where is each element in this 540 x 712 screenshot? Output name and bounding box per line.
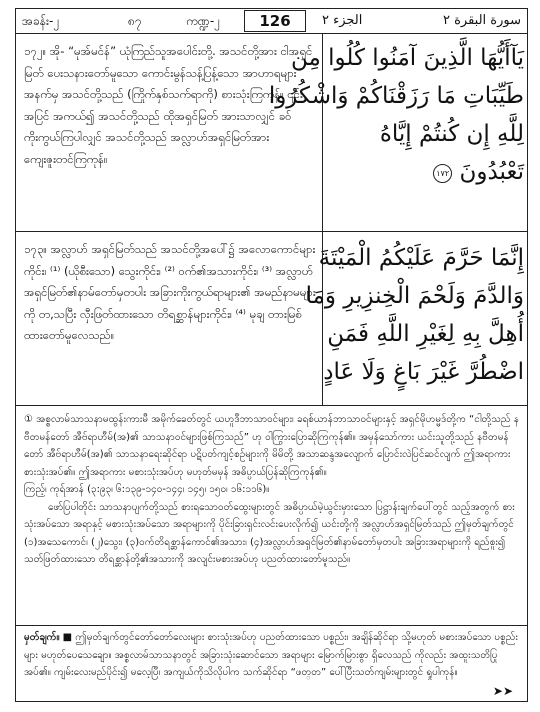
- myanmar-page-number: ၈၇: [128, 14, 142, 28]
- surah-title: سورة البقرة ٢: [442, 13, 521, 28]
- arabic-line: اضْطُرَّ غَيْرَ بَاغٍ وَلَا عَادٍ: [323, 359, 524, 385]
- page-frame: [15, 8, 528, 702]
- verse-173-translation: [24, 239, 316, 347]
- arabic-line-with-marker: [328, 153, 524, 191]
- note-separator: [16, 625, 527, 626]
- chapter-label: အခန်း-၂: [22, 14, 60, 28]
- continue-arrows-icon: ➤➤: [492, 684, 513, 698]
- arabic-line: أُهِلَّ بِهِ لِغَيْرِ اللَّهِ فَمَنِ: [327, 321, 524, 347]
- section-label: ကဏ္ဍ-၂: [186, 14, 221, 28]
- arabic-line: تَعْبُدُونَ: [459, 159, 524, 185]
- arabic-line: يَآأَيُّهَا الَّذِينَ آمَنُوا كُلُوا مِن: [290, 45, 524, 71]
- verse-173-text: ၁၇၃။ အလ္လာဟ် အရှင်မြတ်သည် အသင်တို့အပေါ်၌ အလောကောင်များကိုင်း၊ ⁽¹⁾ (ယိုစီးသော) သွေးကိုင်း၊ ⁽²⁾ ဝက်၏အသားကိုင်း၊ ⁽³⁾ အလ္လာဟ်အရှင်မြတ်၏နာမ်တော်မှတပါး အခြားကိုးကွယ်ရာများ၏ အမည်နာမများကို တ,သပြီး လှီးဖြတ်ထားသော တိရစ္ဆာန်များကိုင်း၊ ⁽⁴⁾ မုချ တားမြစ်ထားတော်မူလေသည်။: [24, 242, 316, 343]
- page-header: [16, 9, 527, 34]
- verse-172-arabic: [268, 39, 524, 191]
- arabic-line: وَالدَّمَ وَلَحْمَ الْخِنزِيرِ وَمَا: [305, 283, 524, 309]
- verse-separator: [16, 231, 527, 232]
- footnote-1: ① အစ္စလာမ်သာသနာမထွန်းကားမီ အမိုက်ခေတ်တွင် ယဟူဒီဘာသာဝင်များ၊ ခရစ်ယာန်ဘာသာဝင်များနှင့် အရှင်မိုဟမ္မဒ်တို့က “ငါတို့သည် နဗီတမန်တော် အီဗ်ရာဟီမ်(အ)၏ သာသနာဝင်များဖြစ်ကြသည်” ဟု ဝါကြွားပြောဆိုကြကုန်၏။ အမှန်သော်ကား ယင်းသူတို့သည် နဗီတမန်တော် အီဗ်ရာဟီမ်(အ)၏ သာသနာရေးဆိုင်ရာ ပဋိပတ်ကျင့်စဉ်များကို မိမိတို့ အသာဆန္ဒအလျောက် ပြောင်းလဲပြင်ဆင်လျက် ဤအရာကား စားသုံးအပ်၏။ ဤအရာကား မစားသုံးအပ်ဟု မဟုတ်မမှန် အဓိပ္ပာယ်ပြန်ဆိုကြကုန်၏။: [24, 414, 519, 478]
- arabic-line: طَيِّبَاتِ مَا رَزَقْنَاكُمْ وَاشْكُرُوا: [268, 83, 524, 109]
- note-label: မှတ်ချက်။: [24, 632, 60, 643]
- verse-172-text: ၁၇၂။ အို- “မုအ်မင်န်” ယုံကြည်သူအပေါင်းတို့. အသင်တို့အား ငါအရှင်မြတ် ပေးသနားတော်မူသော ကောင်းမွန်သန့်ပြန့်သော အာဟာရများအနက်မှ အသင်တို့သည် (ကြိုက်နှစ်သက်ရာကို) စားသုံးကြကုန်။ ၎င်းအပြင် အကယ်၍ အသင်တို့သည် ထိုအရှင်မြတ် အားသာလျှင် ခဝ်ကိုးကွယ်ကြပါလျှင် အသင်တို့သည် အလ္လာဟ်အရှင်မြတ်အား ကျေးဇူးတင်ကြကုန်။: [24, 44, 313, 166]
- note-block: [24, 629, 520, 682]
- arabic-line: إِنَّمَا حَرَّمَ عَلَيْكُمُ الْمَيْتَةَ: [318, 245, 524, 271]
- footnote-reference: ကြည့်၊ ကုရ်အာန် (၃:၉၃၊ ၆:၁၃၉-၁၄၀-၁၄၄၊ ၁၄၅၊ ၁၅၀၊ ၁၆:၁၁၆)။: [24, 484, 270, 495]
- footnote-separator: [16, 405, 527, 406]
- footnotes: [24, 411, 520, 569]
- footnote-2: ဖော်ပြပါတိုင်း သာသနာပျက်တို့သည် စားရသောဝတ်ထွေးများတွင် အဓိပ္ပာယ်မဲ့ယွင်းမှားသော ပြဋ္ဌာန်းချက်ပေါ်တွင် သည့်အတွက် စားသုံးအပ်သော အရာနှင့် မစားသုံးအပ်သော အရာများကို ပိုင်းခြားရှင်းလင်းပေးလိုက်၍ ယင်းတို့ကို အလ္လာဟ်အရှင်မြတ်သည် ဤမှတ်ချက်တွင် (၁)အသေကောင်၊ (၂)သွေး၊ (၃)ဝက်တိရစ္ဆာန်ကောင်၏အသား၊ (၄)အလ္လာဟ်အရှင်မြတ်၏နာမ်တော်မှတပါး အခြားအရာများကို ရည်စူး၍ သတ်ဖြတ်ထားသော တိရစ္ဆာန်တို့၏အသားကို အလျင်းမစားအပ်ဟု ပညတ်ထားတော်မူသည်။: [24, 501, 515, 565]
- page-number: 126: [244, 10, 306, 32]
- verse-173-arabic: [305, 239, 524, 391]
- juz-label: الجزء ٢: [322, 13, 363, 28]
- note-text: ■ ဤမှတ်ချက်တွင်တော်တော်လေးများ စားသုံးအပ်ဟု ပညတ်ထားသော ပစ္စည်း၊ အချိန်ဆိုင်ရာ သို့မဟုတ် မစားအပ်သော ပစ္စည်းများ မဟုတ်ပေသေချော။ အစ္စလာမ်သာသနာတွင် အခြားသုံးဆောင်သော အရာများ မြောက်မြားစွာ ရှိလေသည် ကိုလည်း အထူးသတိပြုအပ်၏။ ကျမ်းလေးမည်ပိုင်း၍ မလေ့ပြီ၊ အကျယ်ကိုသိလိုပါက သက်ဆိုင်ရာ “ဖတ္ဝာ” ပေါ်ပြီးသတ်ကျမ်းများတွင် ရှုပါကုန်။: [24, 632, 518, 679]
- ayah-end-marker: ١٧٢: [433, 164, 452, 183]
- arabic-line: لِلَّهِ إِن كُنتُمْ إِيَّاهُ: [379, 121, 524, 147]
